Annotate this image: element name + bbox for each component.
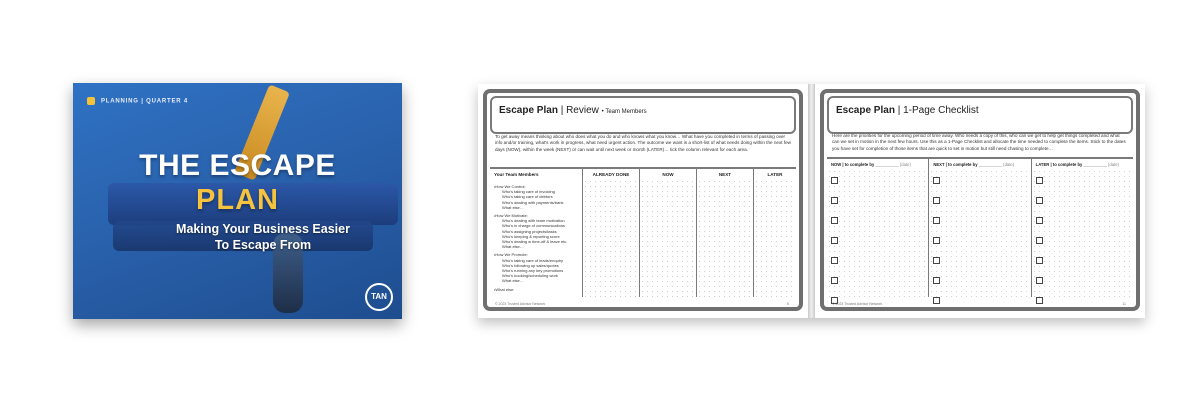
what-else-label: •What else: (494, 286, 515, 292)
team-list-item: Who's dealing with payments/bank (502, 199, 564, 205)
team-list (490, 179, 582, 294)
folder-icon (87, 97, 95, 105)
cover-subtitle-line1: Making Your Business Easier (176, 222, 350, 236)
page-footer: © 2023 Trusted Advisor Network (495, 302, 546, 306)
team-list-item: Who's running any key promotions (502, 268, 564, 274)
date-placeholder: (date) (899, 162, 911, 167)
checkbox[interactable] (933, 197, 940, 204)
team-group-label: •How We Motivate: (494, 213, 528, 219)
later-checklist-column (1032, 159, 1133, 297)
page-frame (820, 89, 1140, 311)
column-header (929, 159, 1030, 170)
checkbox[interactable] (831, 257, 838, 264)
column-label: NEXT | to complete by __________ (933, 162, 1002, 167)
open-workbook (478, 84, 1145, 318)
team-list-item: Who's in charge of communications (502, 223, 566, 229)
title-suffix: | Review (560, 105, 599, 116)
column-label: NOW | to complete by __________ (831, 162, 899, 167)
checkbox[interactable] (1036, 217, 1043, 224)
column-header: ALREADY DONE (583, 169, 639, 179)
page-number: 5 (787, 302, 789, 306)
column-label: LATER | to complete by __________ (1035, 162, 1107, 167)
brand-logo: TAN (365, 283, 393, 311)
checkbox[interactable] (1036, 257, 1043, 264)
page-title (499, 105, 647, 116)
next-column (697, 169, 754, 297)
team-list-item: Who's assigning projects/tasks (502, 228, 557, 234)
cover-subtitle-line2: To Escape From (214, 238, 312, 252)
page-number: 11 (1122, 302, 1126, 306)
team-list-item: What else… (502, 278, 524, 284)
checkbox[interactable] (933, 257, 940, 264)
column-header: NEXT (697, 169, 753, 179)
column-header: Your Team Members (490, 169, 582, 179)
page-intro: To get away means thinking about who does what you do and who knows what you know… What have you completed in terms of passing over info and/or training, what's work in progress, what need urgent action. The outcome we want is a short-list of what needs doing within the next few days (NOW), within the week (NEXT) or can wait until next week or month (LATER)… tick the column relevant for each area. (495, 134, 791, 152)
checkbox[interactable] (1036, 197, 1043, 204)
date-placeholder: (date) (1003, 162, 1015, 167)
column-header: LATER (754, 169, 796, 179)
team-list-item: Who's taking care of debtors (502, 194, 553, 200)
review-table (490, 167, 796, 297)
checkbox[interactable] (933, 177, 940, 184)
team-list-item: What else… (502, 204, 524, 210)
checkbox[interactable] (831, 217, 838, 224)
now-checklist-column (827, 159, 929, 297)
next-checklist-column (929, 159, 1031, 297)
checklist-table (827, 157, 1133, 297)
title-main: Escape Plan (836, 105, 895, 116)
column-header: NOW (640, 169, 696, 179)
team-list-item: Who's following up sales/quotes (502, 262, 559, 268)
column-header (827, 159, 928, 170)
cover-tag-text: PLANNING | QUARTER 4 (101, 98, 189, 105)
checkbox[interactable] (1036, 297, 1043, 304)
checkbox[interactable] (831, 277, 838, 284)
checkbox[interactable] (933, 297, 940, 304)
page-header (490, 96, 796, 134)
team-group-label: •How We Control: (494, 184, 526, 189)
checkbox[interactable] (1036, 237, 1043, 244)
team-list-item: Who's dealing with team motivation (502, 218, 565, 224)
now-column (640, 169, 697, 297)
date-placeholder: (date) (1107, 162, 1119, 167)
checkbox[interactable] (831, 177, 838, 184)
title-main: Escape Plan (499, 105, 558, 116)
cover-title: THE ESCAPE (139, 149, 336, 182)
team-list-item: Who's booking/scheduling work (502, 273, 558, 279)
checkbox[interactable] (933, 217, 940, 224)
team-list-item: Who's taking care of invoicing (502, 189, 555, 195)
title-suffix: | 1-Page Checklist (897, 105, 979, 116)
checklist-page (815, 84, 1145, 318)
book-gutter (808, 84, 815, 318)
checkbox[interactable] (1036, 277, 1043, 284)
team-list-item: Who's taking care of leads/enquiry (502, 257, 564, 263)
team-list-item: Who's dealing w time-off & leave etc. (502, 239, 568, 245)
title-small: • Team Members (601, 109, 647, 115)
cover-subtitle (143, 221, 383, 253)
team-list-item: What else… (502, 244, 524, 250)
page-frame (483, 89, 803, 311)
checkbox[interactable] (831, 197, 838, 204)
checkbox[interactable] (933, 277, 940, 284)
page-title (836, 105, 979, 116)
book-cover (73, 83, 402, 319)
later-column (754, 169, 796, 297)
page-header (827, 96, 1133, 134)
cover-title-accent: PLAN (196, 184, 279, 216)
already-done-column (583, 169, 640, 297)
checkbox[interactable] (831, 237, 838, 244)
team-group-label: •How We Promote: (494, 252, 528, 258)
team-column (490, 169, 583, 297)
page-intro: Here are the priorities for the upcoming period of time away. Who needs a copy of this, who can we get to help get things completed and what can we set in motion in the next few hours. Use this as a 1-Page Checklist and allocate the time needed to complete the items. Stick to the dates you have set for completion of those items that are quick to set in motion but still need chasing to complete… (832, 133, 1126, 151)
review-page (478, 84, 808, 318)
page-footer: © 2023 Trusted Advisor Network (832, 302, 883, 306)
column-header (1032, 159, 1133, 170)
cover-tag (87, 97, 188, 105)
team-list-item: Who's keeping & reporting score (502, 233, 560, 239)
checkbox[interactable] (1036, 177, 1043, 184)
checkbox[interactable] (933, 237, 940, 244)
